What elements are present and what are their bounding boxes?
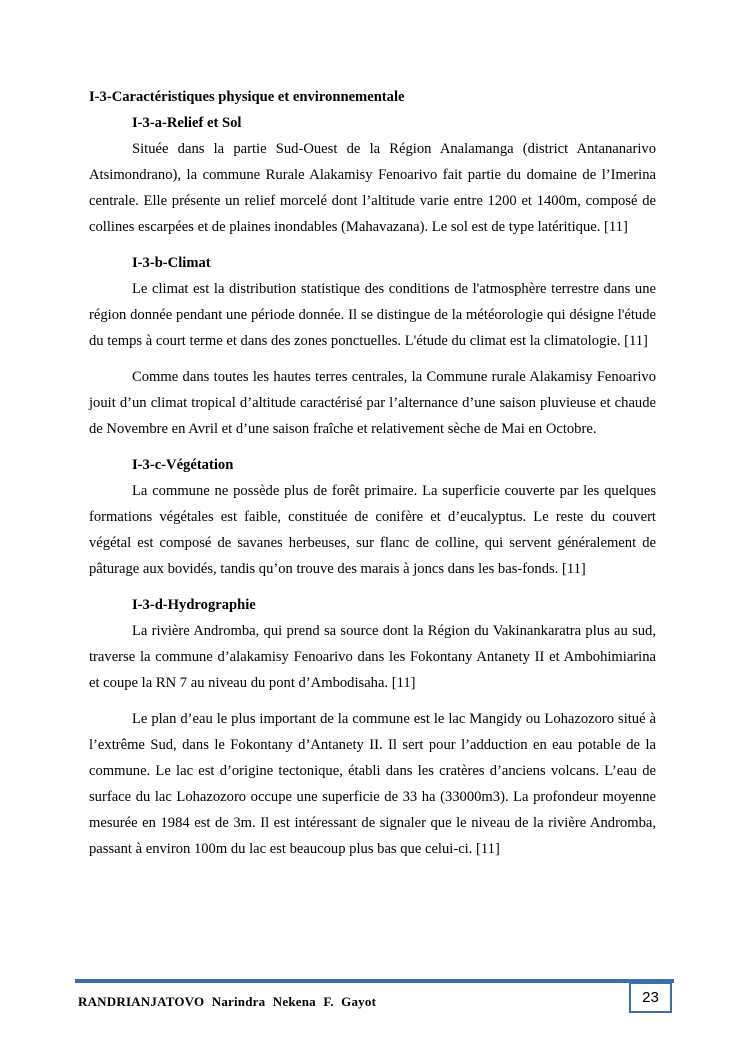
footer-divider xyxy=(75,979,674,983)
paragraph-hydrographie-2: Le plan d’eau le plus important de la commune est le lac Mangidy ou Lohazozoro situé à l’extrême Sud, dans le Fokontany d’Antanety II. Il sert pour l’adduction en eau potable de la commune. Le lac est d’origine tectonique, établi dans les cratères d’anciens volcans. L’eau de surface du lac Lohazozoro occupe une superficie de 33 ha (33000m3). La profondeur moyenne mesurée en 1984 est de 3m. Il est intéressant de signaler que le niveau de la rivière Andromba, passant à environ 100m du lac est beaucoup plus bas que celui-ci. [11] xyxy=(89,711,656,857)
paragraph-relief: Située dans la partie Sud-Ouest de la Région Analamanga (district Antananarivo Atsimondrano), la commune Rurale Alakamisy Fenoarivo fait partie du domaine de l’Imerina centrale. Elle présente un relief morcelé dont l’altitude varie entre 1200 et 1400m, composé de collines escarpées et de plaines inondables (Mahavazana). Le sol est de type latéritique. [11] xyxy=(89,141,656,235)
heading-hydrographie: I-3-d-Hydrographie xyxy=(132,597,256,613)
document-body xyxy=(89,84,656,862)
section-title: I-3-Caractéristiques physique et environnementale xyxy=(89,89,405,105)
heading-relief: I-3-a-Relief et Sol xyxy=(132,115,242,131)
footer-author: RANDRIANJATOVO Narindra Nekena F. Gayot xyxy=(78,994,377,1009)
paragraph-vegetation: La commune ne possède plus de forêt primaire. La superficie couverte par les quelques formations végétales est faible, constituée de conifère et d’eucalyptus. Le reste du couvert végétal est composé de savanes herbeuses, sur flanc de colline, qui servent généralement de pâturage aux bovidés, tandis qu’on trouve des marais à joncs dans les bas-fonds. [11] xyxy=(89,483,656,577)
page-number: 23 xyxy=(629,982,672,1013)
paragraph-climat-1: Le climat est la distribution statistique des conditions de l'atmosphère terrestre dans une région donnée pendant une période donnée. Il se distingue de la météorologie qui désigne l'étude du temps à court terme et dans des zones ponctuelles. L'étude du climat est la climatologie. [11] xyxy=(89,281,656,349)
paragraph-climat-2: Comme dans toutes les hautes terres centrales, la Commune rurale Alakamisy Fenoarivo jouit d’un climat tropical d’altitude caractérisé par l’alternance d’une saison pluvieuse et chaude de Novembre en Avril et d’une saison fraîche et relativement sèche de Mai en Octobre. xyxy=(89,369,656,437)
paragraph-hydrographie-1: La rivière Andromba, qui prend sa source dont la Région du Vakinankaratra plus au sud, traverse la commune d’alakamisy Fenoarivo dans les Fokontany Antanety II et Ambohimiarina et coupe la RN 7 au niveau du pont d’Ambodisaha. [11] xyxy=(89,623,656,691)
heading-vegetation: I-3-c-Végétation xyxy=(132,457,234,473)
heading-climat: I-3-b-Climat xyxy=(132,255,211,271)
